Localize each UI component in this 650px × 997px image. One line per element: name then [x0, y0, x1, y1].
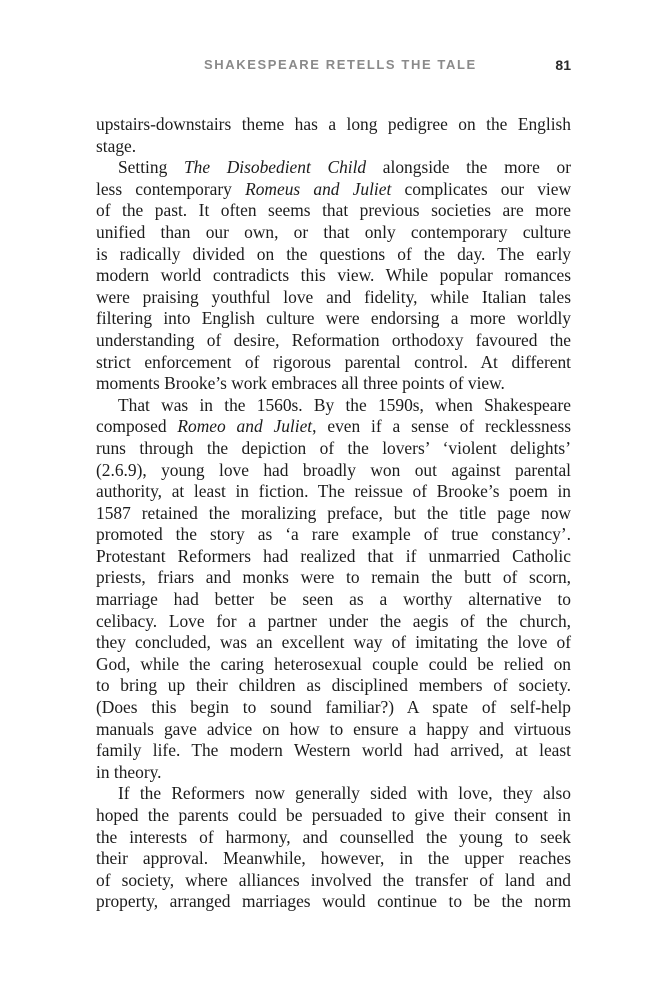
text-segment: strict enforcement of rigorous parental control. At different: [96, 351, 571, 372]
text-segment: promoted the story as ‘a rare example of true constancy’.: [96, 524, 571, 545]
text-segment: , even if a sense of recklessness: [312, 416, 571, 437]
text-segment: in theory.: [96, 761, 162, 782]
text-segment: 1587 retained the moralizing preface, but the title page now: [96, 502, 571, 523]
text-segment: priests, friars and monks were to remain the butt of scorn,: [96, 567, 571, 588]
paragraph: [96, 114, 571, 157]
text-segment: composed: [96, 416, 178, 437]
text-segment: complicates our view: [391, 178, 572, 199]
text-segment: to bring up their children as disciplined members of society.: [96, 675, 571, 696]
text-line: [96, 762, 571, 784]
running-title: SHAKESPEARE RETELLS THE TALE: [204, 57, 477, 72]
text-line: [96, 200, 571, 222]
text-segment: stage.: [96, 135, 137, 156]
text-segment: the interests of harmony, and counselled the young to seek: [96, 826, 571, 847]
text-segment: runs through the depiction of the lovers’ ‘violent delights’: [96, 437, 571, 458]
text-segment: celibacy. Love for a partner under the aegis of the church,: [96, 610, 571, 631]
text-segment: alongside the more or: [366, 157, 571, 178]
text-line: [96, 697, 571, 719]
text-segment: Protestant Reformers had realized that if unmarried Catholic: [96, 545, 571, 566]
text-line: [96, 373, 571, 395]
italic-title: The Disobedient Child: [183, 157, 367, 178]
text-line: [96, 827, 571, 849]
text-line: [96, 352, 571, 374]
text-segment: upstairs-downstairs theme has a long pedigree on the English: [96, 114, 571, 134]
text-line: [96, 740, 571, 762]
text-segment: moments Brooke’s work embraces all three points of view.: [96, 373, 505, 394]
text-segment: understanding of desire, Reformation orthodoxy favoured the: [96, 329, 571, 350]
text-line: [96, 524, 571, 546]
text-line: [96, 891, 571, 913]
text-line: [96, 805, 571, 827]
text-segment: of the past. It often seems that previous societies are more: [96, 200, 571, 221]
text-segment: That was in the 1560s. By the 1590s, when Shakespeare: [118, 394, 571, 415]
text-segment: (Does this begin to sound familiar?) A spate of self-help: [96, 697, 571, 718]
text-line: [96, 870, 571, 892]
page-number: 81: [555, 57, 571, 73]
text-line: [96, 848, 571, 870]
text-line: [96, 330, 571, 352]
text-line: [96, 157, 571, 179]
italic-title: Romeo and Juliet: [177, 416, 313, 437]
text-line: [96, 136, 571, 158]
text-line: [96, 460, 571, 482]
text-segment: hoped the parents could be persuaded to give their consent in: [96, 805, 571, 825]
text-segment: modern world contradicts this view. While popular romances: [96, 265, 571, 286]
text-segment: of society, where alliances involved the transfer of land and: [96, 869, 571, 890]
text-line: [96, 675, 571, 697]
text-line: [96, 395, 571, 417]
text-segment: God, while the caring heterosexual couple could be relied on: [96, 653, 571, 674]
text-line: [96, 265, 571, 287]
text-line: [96, 567, 571, 589]
text-segment: family life. The modern Western world had arrived, at least: [96, 740, 571, 761]
text-line: [96, 244, 571, 266]
text-line: [96, 719, 571, 741]
text-line: [96, 481, 571, 503]
text-segment: marriage had better be seen as a worthy alternative to: [96, 589, 571, 610]
text-line: [96, 222, 571, 244]
text-line: [96, 611, 571, 633]
text-line: [96, 632, 571, 654]
text-segment: If the Reformers now generally sided with love, they also: [118, 783, 571, 804]
paragraph: [96, 783, 571, 913]
text-line: [96, 287, 571, 309]
text-line: [96, 438, 571, 460]
text-line: [96, 546, 571, 568]
text-line: [96, 179, 571, 201]
text-line: [96, 654, 571, 676]
text-segment: filtering into English culture were endorsing a more worldly: [96, 308, 571, 329]
running-head: [96, 57, 571, 77]
text-line: [96, 503, 571, 525]
text-segment: unified than our own, or that only contemporary culture: [96, 221, 571, 242]
text-line: [96, 416, 571, 438]
text-line: [96, 114, 571, 136]
text-segment: (2.6.9), young love had broadly won out against parental: [96, 459, 571, 480]
text-line: [96, 308, 571, 330]
text-segment: manuals gave advice on how to ensure a happy and virtuous: [96, 718, 571, 739]
text-segment: authority, at least in fiction. The reissue of Brooke’s poem in: [96, 481, 571, 502]
text-segment: is radically divided on the questions of the day. The early: [96, 243, 571, 264]
text-segment: Setting: [118, 157, 184, 178]
text-segment: less contemporary: [96, 178, 246, 199]
paragraph: [96, 395, 571, 784]
text-segment: property, arranged marriages would continue to be the norm: [96, 891, 571, 912]
text-segment: they concluded, was an excellent way of imitating the love of: [96, 632, 571, 653]
body-text: [96, 114, 571, 913]
paragraph: [96, 157, 571, 395]
italic-title: Romeus and Juliet: [245, 178, 392, 199]
text-line: [96, 783, 571, 805]
text-segment: were praising youthful love and fidelity, while Italian tales: [96, 286, 571, 307]
text-segment: their approval. Meanwhile, however, in the upper reaches: [96, 848, 571, 869]
text-line: [96, 589, 571, 611]
